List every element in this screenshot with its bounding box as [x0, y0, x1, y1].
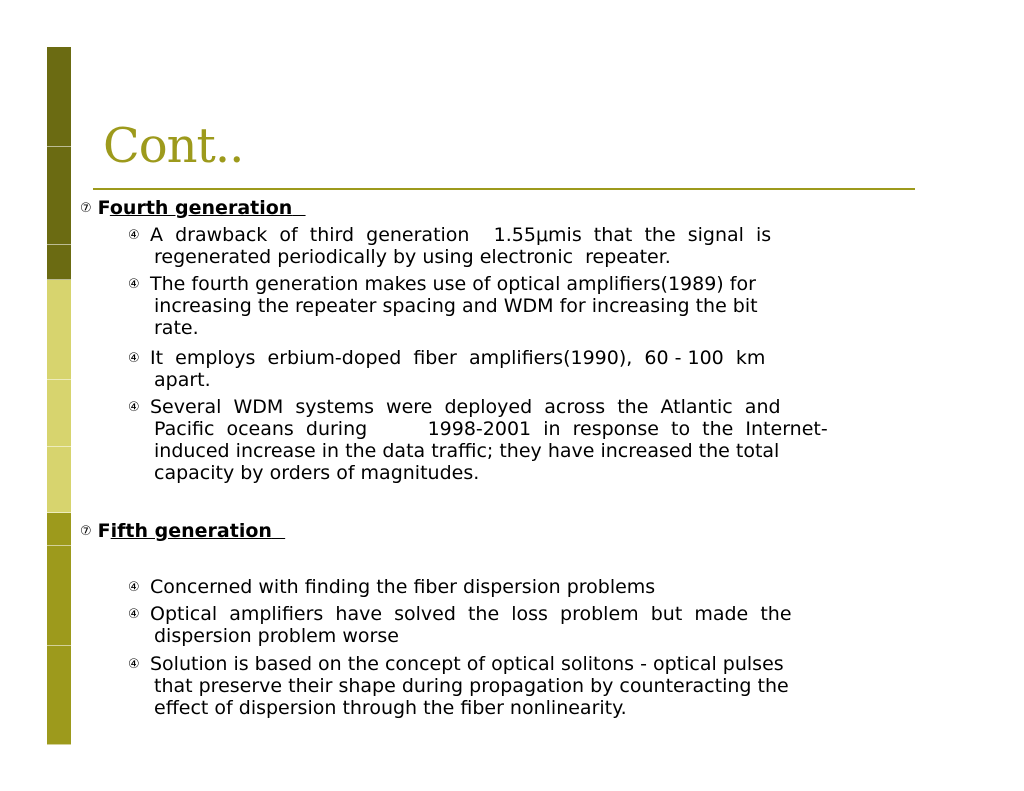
bar-segment	[47, 280, 71, 380]
bullet-marker-icon: ④	[128, 607, 140, 622]
section-heading-fourth-generation	[80, 197, 306, 219]
list-item	[128, 273, 758, 339]
item-line: capacity by orders of magnitudes.	[154, 462, 480, 484]
bullet-marker-icon: ④	[128, 400, 140, 415]
slide-title: Cont..	[103, 118, 244, 174]
item-line: Concerned with finding the fiber dispersion problems	[150, 576, 656, 598]
item-line: Optical amplifiers have solved the loss problem but made the	[150, 603, 792, 625]
item-line: The fourth generation makes use of optical amplifiers(1989) for	[150, 273, 756, 295]
item-line: Solution is based on the concept of optical solitons - optical pulses	[150, 653, 784, 675]
list-item	[128, 653, 789, 719]
bar-segment	[47, 245, 71, 280]
item-line: dispersion problem worse	[154, 625, 399, 647]
bar-segment	[47, 47, 71, 147]
item-line: rate.	[154, 317, 199, 339]
bar-segment	[47, 513, 71, 546]
bar-segment	[47, 646, 71, 745]
item-line: A drawback of third generation 1.55μmis that the signal is	[150, 224, 772, 246]
bullet-marker-icon: ④	[128, 277, 140, 292]
item-line: It employs erbium-doped fiber amplifiers(1990), 60 - 100 km	[150, 347, 766, 369]
bar-segment	[47, 546, 71, 646]
list-item	[128, 576, 655, 598]
item-line: Pacific oceans during 1998-2001 in response to the Internet-	[154, 418, 828, 440]
bullet-marker-icon: ⑦	[80, 524, 92, 539]
title-underline-rule	[93, 188, 915, 190]
bullet-marker-icon: ⑦	[80, 201, 92, 216]
heading-first-letter: F	[97, 197, 110, 219]
item-line: induced increase in the data traffic; they have increased the total	[154, 440, 780, 462]
item-line: apart.	[154, 369, 211, 391]
bullet-marker-icon: ④	[128, 228, 140, 243]
decorative-side-bar	[47, 47, 71, 745]
item-line: Several WDM systems were deployed across the Atlantic and	[150, 396, 781, 418]
heading-first-letter: F	[97, 520, 111, 542]
item-line: that preserve their shape during propagation by counteracting the	[154, 675, 789, 697]
bar-segment	[47, 380, 71, 447]
list-item	[128, 603, 792, 647]
list-item	[128, 396, 828, 484]
item-line: effect of dispersion through the fiber nonlinearity.	[154, 697, 627, 719]
bar-segment	[47, 447, 71, 513]
item-line: regenerated periodically by using electronic repeater.	[154, 246, 671, 268]
bullet-marker-icon: ④	[128, 351, 140, 366]
heading-text: ourth generation	[109, 197, 293, 219]
bar-segment	[47, 147, 71, 245]
section-heading-fifth-generation	[80, 520, 285, 542]
list-item	[128, 224, 931, 268]
bullet-marker-icon: ④	[128, 580, 140, 595]
list-item	[128, 347, 765, 391]
item-line: increasing the repeater spacing and WDM for increasing the bit	[154, 295, 758, 317]
heading-text: ifth generation	[110, 520, 272, 542]
bullet-marker-icon: ④	[128, 657, 140, 672]
